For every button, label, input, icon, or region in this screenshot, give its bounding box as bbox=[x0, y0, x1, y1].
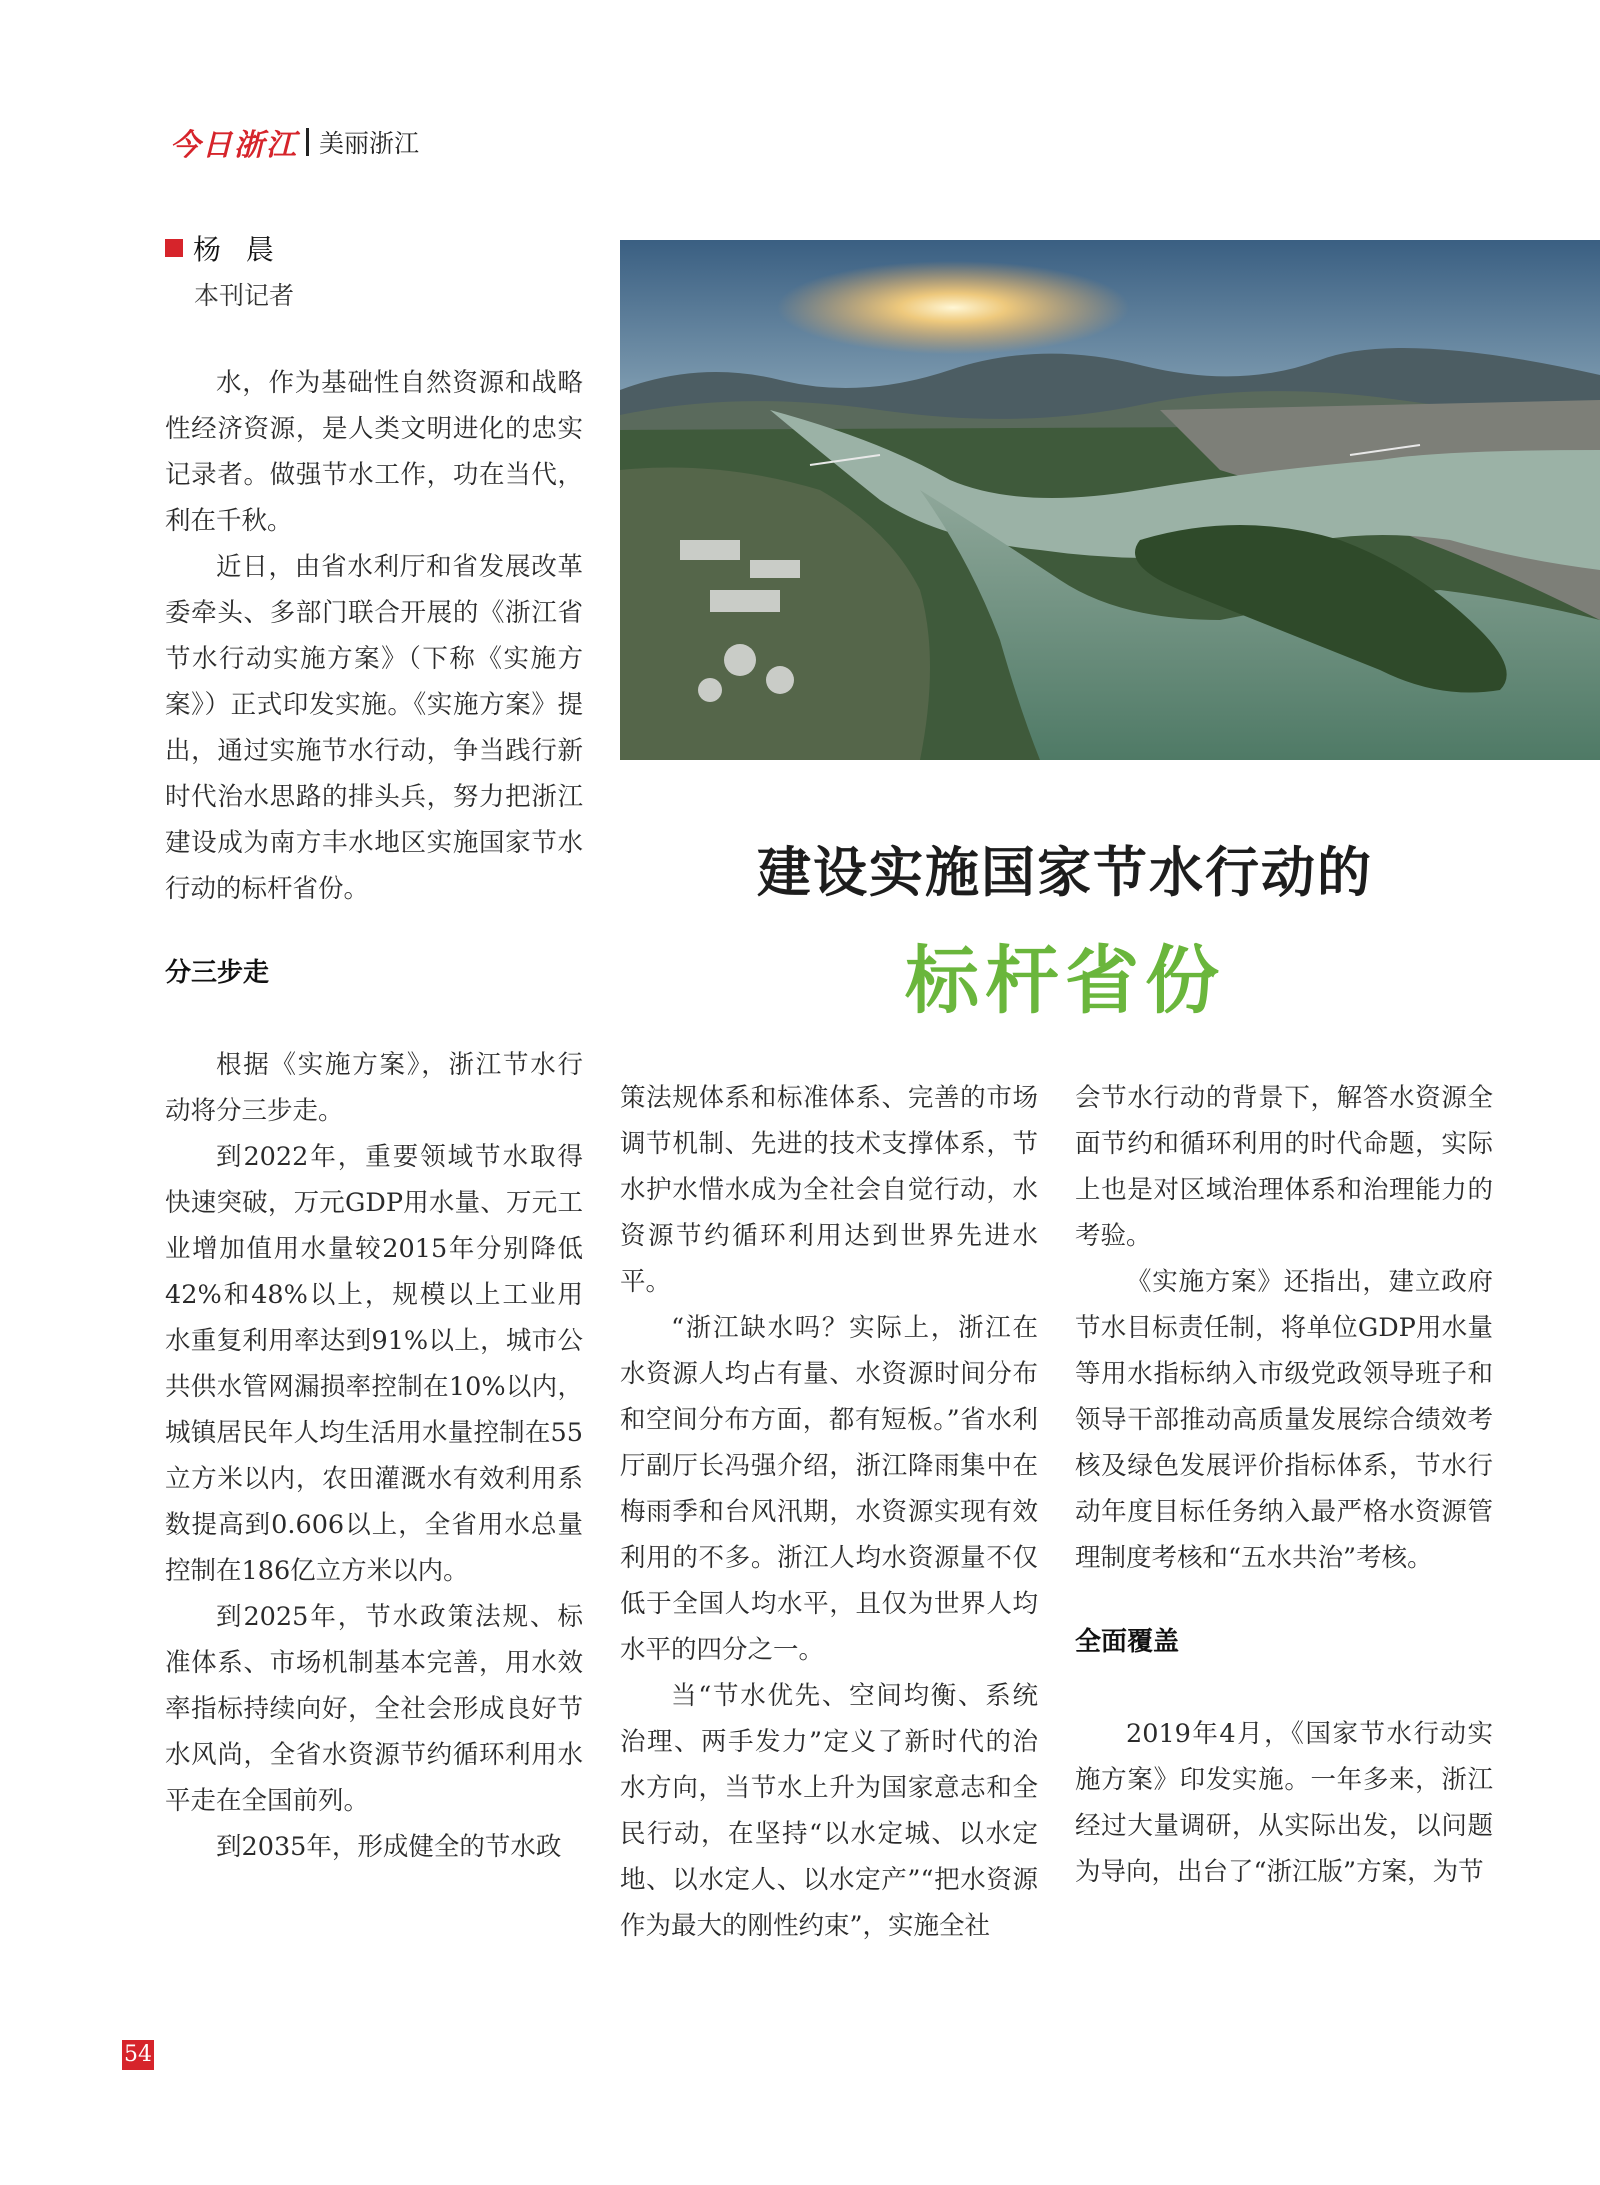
column-right bbox=[1075, 1075, 1493, 1895]
paragraph: 到2035年，形成健全的节水政 bbox=[216, 1832, 562, 1862]
section-name: 美丽浙江 bbox=[319, 129, 420, 158]
section-heading: 分三步走 bbox=[165, 958, 270, 988]
paragraph: 策法规体系和标准体系、完善的市场调节机制、先进的技术支撑体系，节水护水惜水成为全社会自觉行动，水资源节约循环利用达到世界先进水平。 bbox=[620, 1083, 1038, 1297]
masthead bbox=[170, 122, 419, 162]
article-title: 建设实施国家节水行动的 bbox=[757, 840, 1373, 904]
section-heading: 全面覆盖 bbox=[1075, 1627, 1180, 1657]
aerial-river-photo bbox=[620, 240, 1600, 760]
paragraph: 当“节水优先、空间均衡、系统治理、两手发力”定义了新时代的治水方向，当节水上升为国家意志和全民行动，在坚持“以水定城、以水定地、以水定人、以水定产”“把水资源作为最大的刚性约束”，实施全社 bbox=[620, 1681, 1038, 1941]
article-title-highlight: 标杆省份 bbox=[905, 938, 1225, 1024]
author-role: 本刊记者 bbox=[194, 281, 295, 310]
paragraph: 近日，由省水利厅和省发展改革委牵头、多部门联合开展的《浙江省节水行动实施方案》（下称《实施方案》）正式印发实施。《实施方案》提出，通过实施节水行动，争当践行新时代治水思路的排头兵，努力把浙江建设成为南方丰水地区实施国家节水行动的标杆省份。 bbox=[165, 552, 583, 904]
masthead-divider bbox=[306, 128, 309, 156]
paragraph: 水，作为基础性自然资源和战略性经济资源，是人类文明进化的忠实记录者。做强节水工作，功在当代，利在千秋。 bbox=[165, 368, 583, 536]
paragraph: 2019年4月，《国家节水行动实施方案》印发实施。一年多来，浙江经过大量调研，从实际出发，以问题为导向，出台了“浙江版”方案，为节 bbox=[1075, 1719, 1493, 1887]
byline-marker-icon bbox=[165, 239, 183, 257]
page-number: 54 bbox=[122, 2040, 154, 2070]
byline bbox=[165, 228, 282, 268]
paragraph: 《实施方案》还指出，建立政府节水目标责任制，将单位GDP用水量等用水指标纳入市级党政领导班子和领导干部推动高质量发展综合绩效考核及绿色发展评价指标体系，节水行动年度目标任务纳入最严格水资源管理制度考核和“五水共治”考核。 bbox=[1075, 1267, 1493, 1573]
column-left-top bbox=[165, 360, 583, 1870]
paragraph: “浙江缺水吗？实际上，浙江在水资源人均占有量、水资源时间分布和空间分布方面，都有短板。”省水利厅副厅长冯强介绍，浙江降雨集中在梅雨季和台风汛期，水资源实现有效利用的不多。浙江人均水资源量不仅低于全国人均水平，且仅为世界人均水平的四分之一。 bbox=[620, 1313, 1038, 1665]
paragraph: 会节水行动的背景下，解答水资源全面节约和循环利用的时代命题，实际上也是对区域治理体系和治理能力的考验。 bbox=[1075, 1083, 1493, 1251]
masthead-logo: 今日浙江 bbox=[170, 128, 298, 163]
author-name: 杨 晨 bbox=[193, 233, 282, 266]
paragraph: 到2022年，重要领域节水取得快速突破，万元GDP用水量、万元工业增加值用水量较2015年分别降低42%和48%以上，规模以上工业用水重复利用率达到91%以上，城市公共供水管网漏损率控制在10%以内，城镇居民年人均生活用水量控制在55立方米以内，农田灌溉水有效利用系数提高到0.606以上，全省用水总量控制在186亿立方米以内。 bbox=[165, 1142, 583, 1586]
column-middle bbox=[620, 1075, 1038, 1949]
paragraph: 根据《实施方案》，浙江节水行动将分三步走。 bbox=[165, 1050, 583, 1126]
paragraph: 到2025年，节水政策法规、标准体系、市场机制基本完善，用水效率指标持续向好，全社会形成良好节水风尚，全省水资源节约循环利用水平走在全国前列。 bbox=[165, 1602, 583, 1816]
